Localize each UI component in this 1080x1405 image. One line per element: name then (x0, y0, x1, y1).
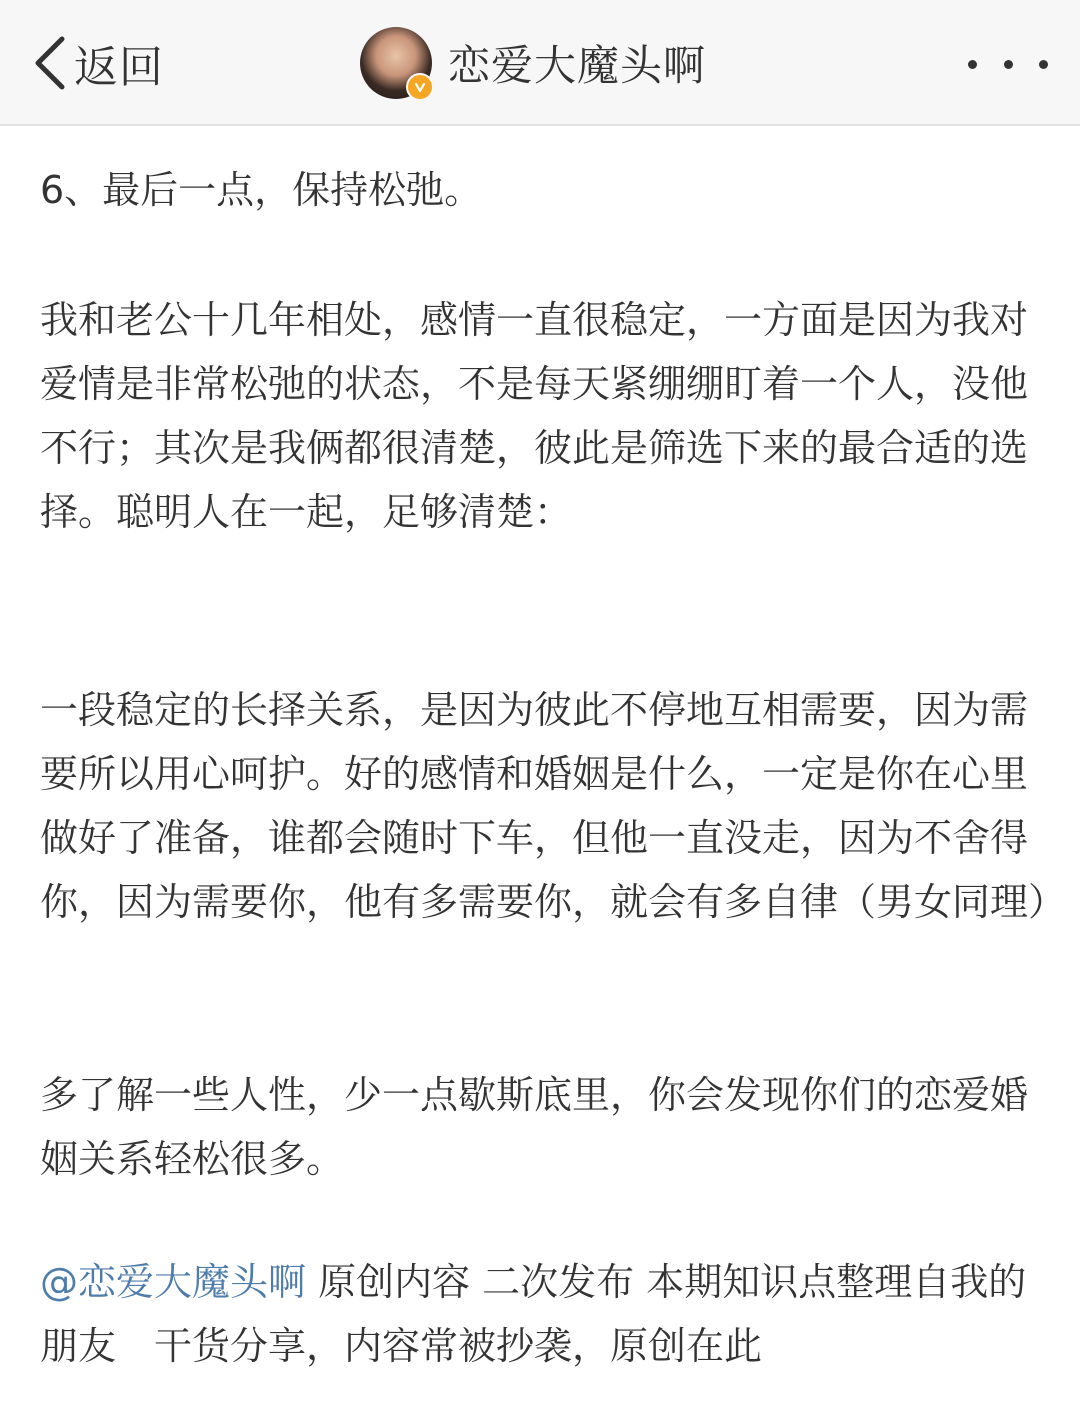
more-dot (968, 60, 977, 69)
post-paragraph-1: 6、最后一点，保持松弛。 (40, 168, 483, 212)
verified-badge-icon (406, 73, 434, 101)
more-dot (1004, 60, 1013, 69)
post-paragraph-3: 一段稳定的长择关系，是因为彼此不停地互相需要，因为需要所以用心呵护。好的感情和婚姻是什么，一定是你在心里做好了准备，谁都会随时下车，但他一直没走，因为不舍得你，因为需要你，他有多需要你，就会有多自律（男女同理） (40, 688, 1067, 924)
chevron-left-icon (30, 33, 70, 93)
post-paragraph-5-text: 原创内容 二次发布 本期知识点整理自我的朋友 干货分享，内容常被抄袭，原创在此 (40, 1260, 1027, 1368)
post-paragraph-4: 多了解一些人性，少一点歇斯底里，你会发现你们的恋爱婚姻关系轻松很多。 (40, 1073, 1029, 1181)
avatar[interactable] (360, 27, 432, 99)
navigation-bar (0, 0, 1080, 126)
back-button[interactable] (30, 30, 164, 96)
author-mention-link[interactable]: @恋爱大魔头啊 (40, 1260, 307, 1304)
more-dot (1039, 60, 1048, 69)
more-options-icon[interactable] (968, 42, 1048, 86)
back-label: 返回 (74, 42, 164, 93)
post-paragraph-5 (40, 1250, 1050, 1378)
author-name[interactable]: 恋爱大魔头啊 (448, 41, 707, 90)
author-info[interactable] (360, 26, 706, 100)
post-paragraph-2: 我和老公十几年相处，感情一直很稳定，一方面是因为我对爱情是非常松弛的状态，不是每天紧绷绷盯着一个人，没他不行；其次是我俩都很清楚，彼此是筛选下来的最合适的选择。聪明人在一起，足够清楚： (40, 298, 1029, 534)
